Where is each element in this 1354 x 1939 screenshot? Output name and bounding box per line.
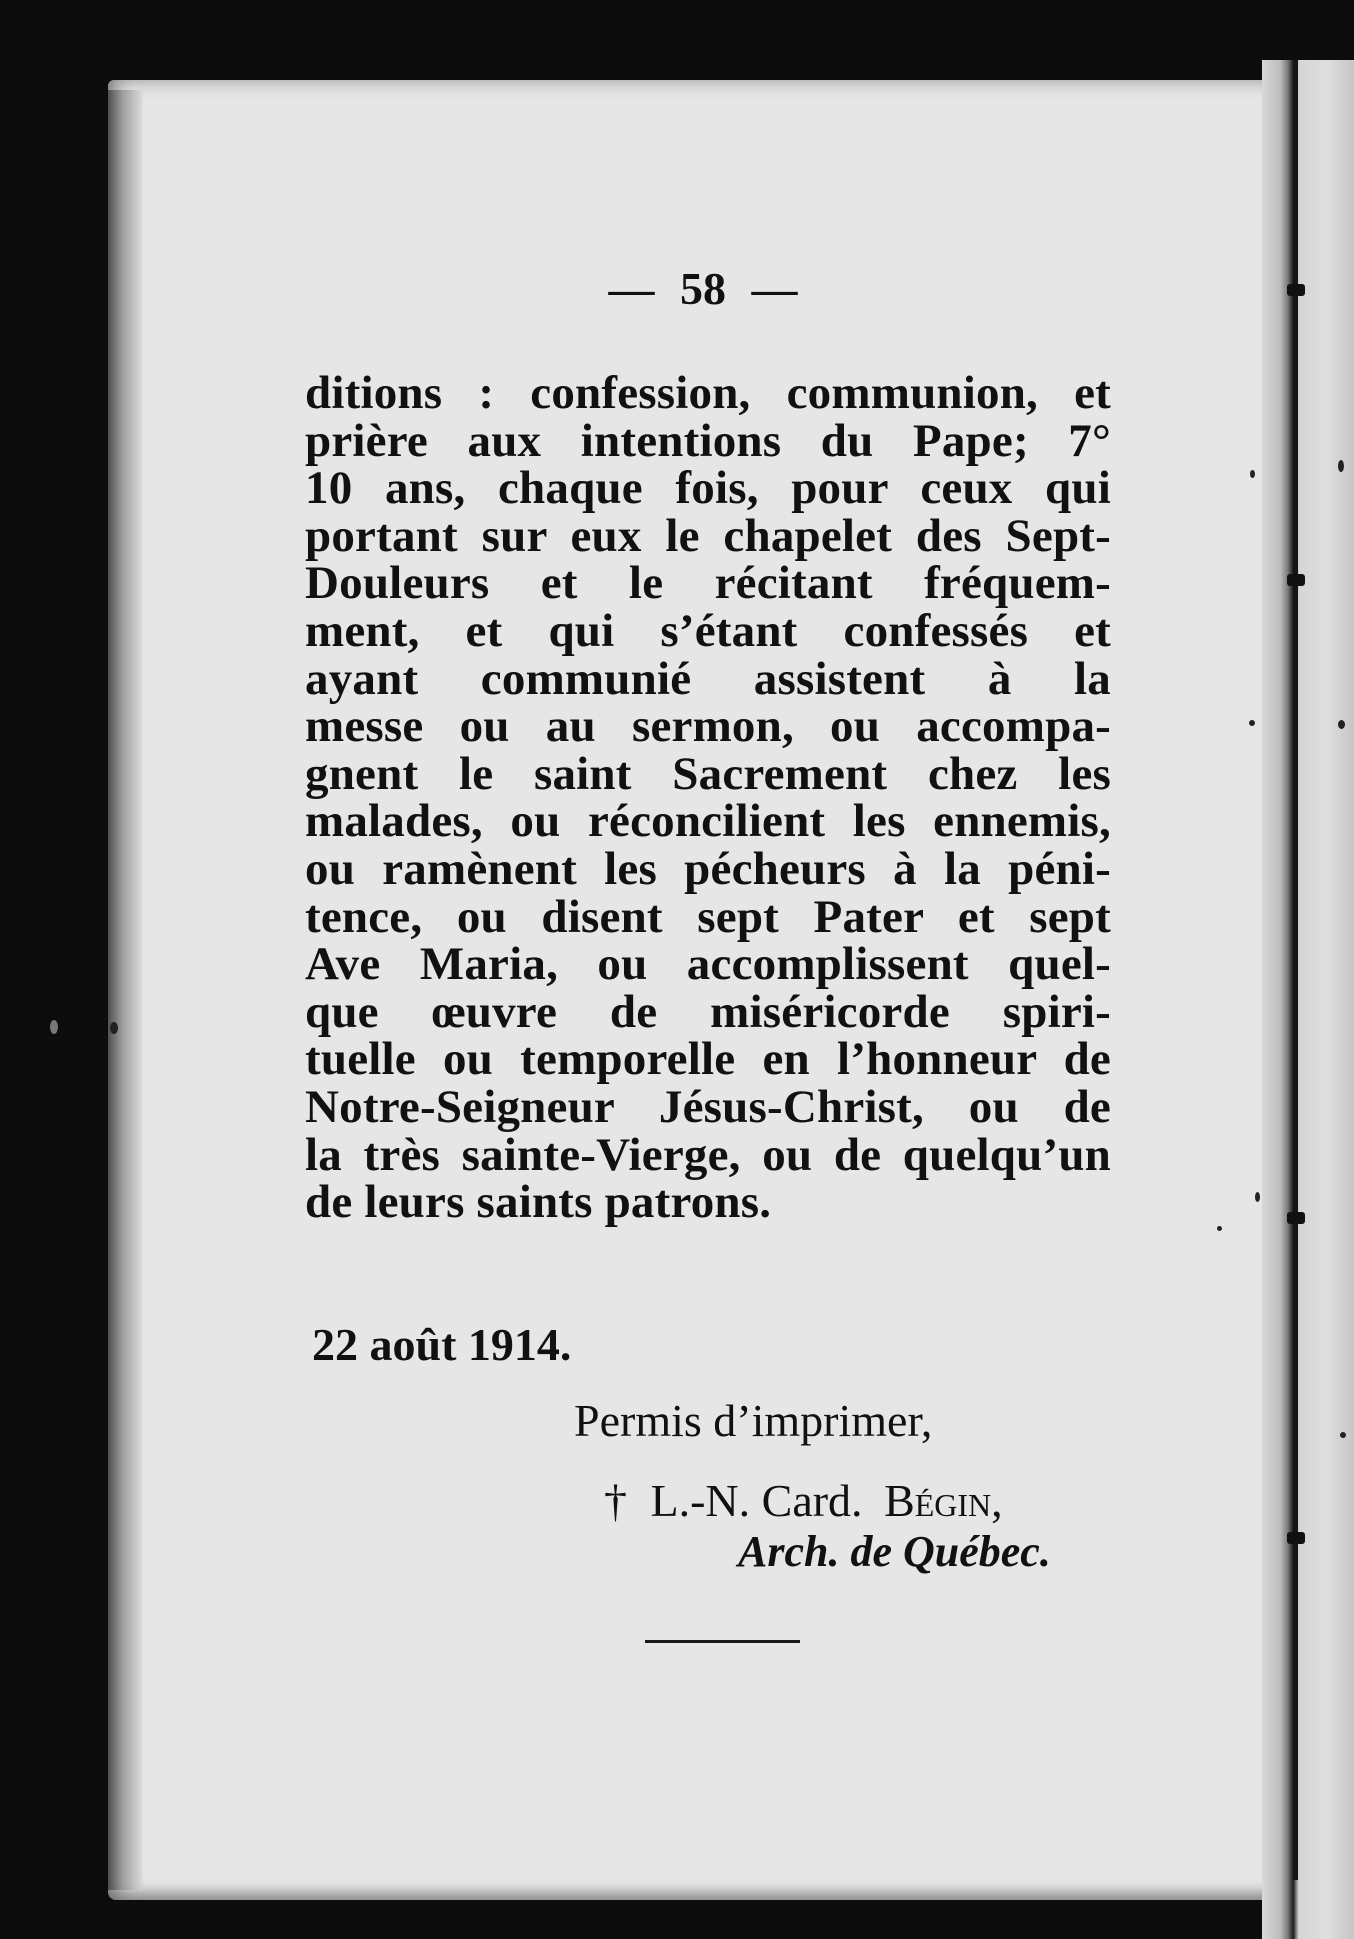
scan-speck [1255, 1192, 1260, 1202]
body-line: messe ou au sermon, ou accompa- [305, 700, 1111, 753]
page-left-edge-shadow [108, 90, 144, 1890]
body-line: tence, ou disent sept Pater et sept [305, 890, 1111, 943]
body-line: tuelle ou temporelle en l’honneur de [305, 1033, 1111, 1086]
imprimatur-label: Permis d’imprimer, [574, 1395, 933, 1446]
date-line: 22 août 1914. [312, 1319, 572, 1370]
closing-rule [645, 1640, 800, 1643]
scan-speck [1249, 720, 1255, 726]
scan-speck [1338, 720, 1345, 729]
body-line: prière aux intentions du Pape; 7° [305, 414, 1111, 467]
body-line: gnent le saint Sacrement chez les [305, 747, 1111, 800]
page-number [0, 262, 1354, 315]
page-number-value: 58 [680, 263, 726, 314]
binding-stitch [1287, 1212, 1305, 1224]
scan-speck [1250, 470, 1255, 478]
body-line: 10 ans, chaque fois, pour ceux qui [305, 462, 1111, 515]
body-line: Notre-Seigneur Jésus-Christ, ou de [305, 1080, 1111, 1133]
binding-stitch [1287, 574, 1305, 586]
body-line: ditions : confession, communion, et [305, 367, 1111, 419]
body-line: ou ramènent les pécheurs à la péni- [305, 842, 1111, 895]
signatory-prefix: L.-N. Card. [650, 1475, 863, 1526]
scan-speck [110, 1022, 118, 1034]
scan-speck [50, 1020, 58, 1034]
body-line: ayant communié assistent à la [305, 652, 1111, 705]
scan-speck [1338, 460, 1344, 472]
binding-stitch [1287, 1532, 1305, 1544]
page-number-dash-right: — [751, 263, 798, 314]
signatory-name: Bégin [884, 1475, 992, 1526]
scan-speck [1340, 1432, 1346, 1438]
body-line: Ave Maria, ou accomplissent quel- [305, 938, 1111, 991]
body-line: de leurs saints patrons. [305, 1176, 772, 1229]
signatory-line [604, 1474, 1003, 1527]
book-spine [1262, 60, 1354, 1939]
signatory-title: Arch. de Québec. [738, 1527, 1051, 1576]
signatory-suffix: , [991, 1475, 1003, 1526]
body-line: Douleurs et le récitant fréquem- [305, 557, 1111, 610]
scan-speck [1217, 1226, 1222, 1231]
cross-symbol: † [604, 1475, 627, 1526]
body-text [305, 367, 1111, 1229]
spine-binding-line [1293, 60, 1298, 1880]
body-line: malades, ou réconcilient les ennemis, [305, 795, 1111, 848]
body-line: portant sur eux le chapelet des Sept- [305, 509, 1111, 562]
body-line: la très sainte-Vierge, ou de quelqu’un [305, 1128, 1111, 1181]
body-line: ment, et qui s’étant confessés et [305, 604, 1111, 657]
body-line: que œuvre de miséricorde spiri- [305, 985, 1111, 1038]
page-number-dash-left: — [608, 263, 655, 314]
